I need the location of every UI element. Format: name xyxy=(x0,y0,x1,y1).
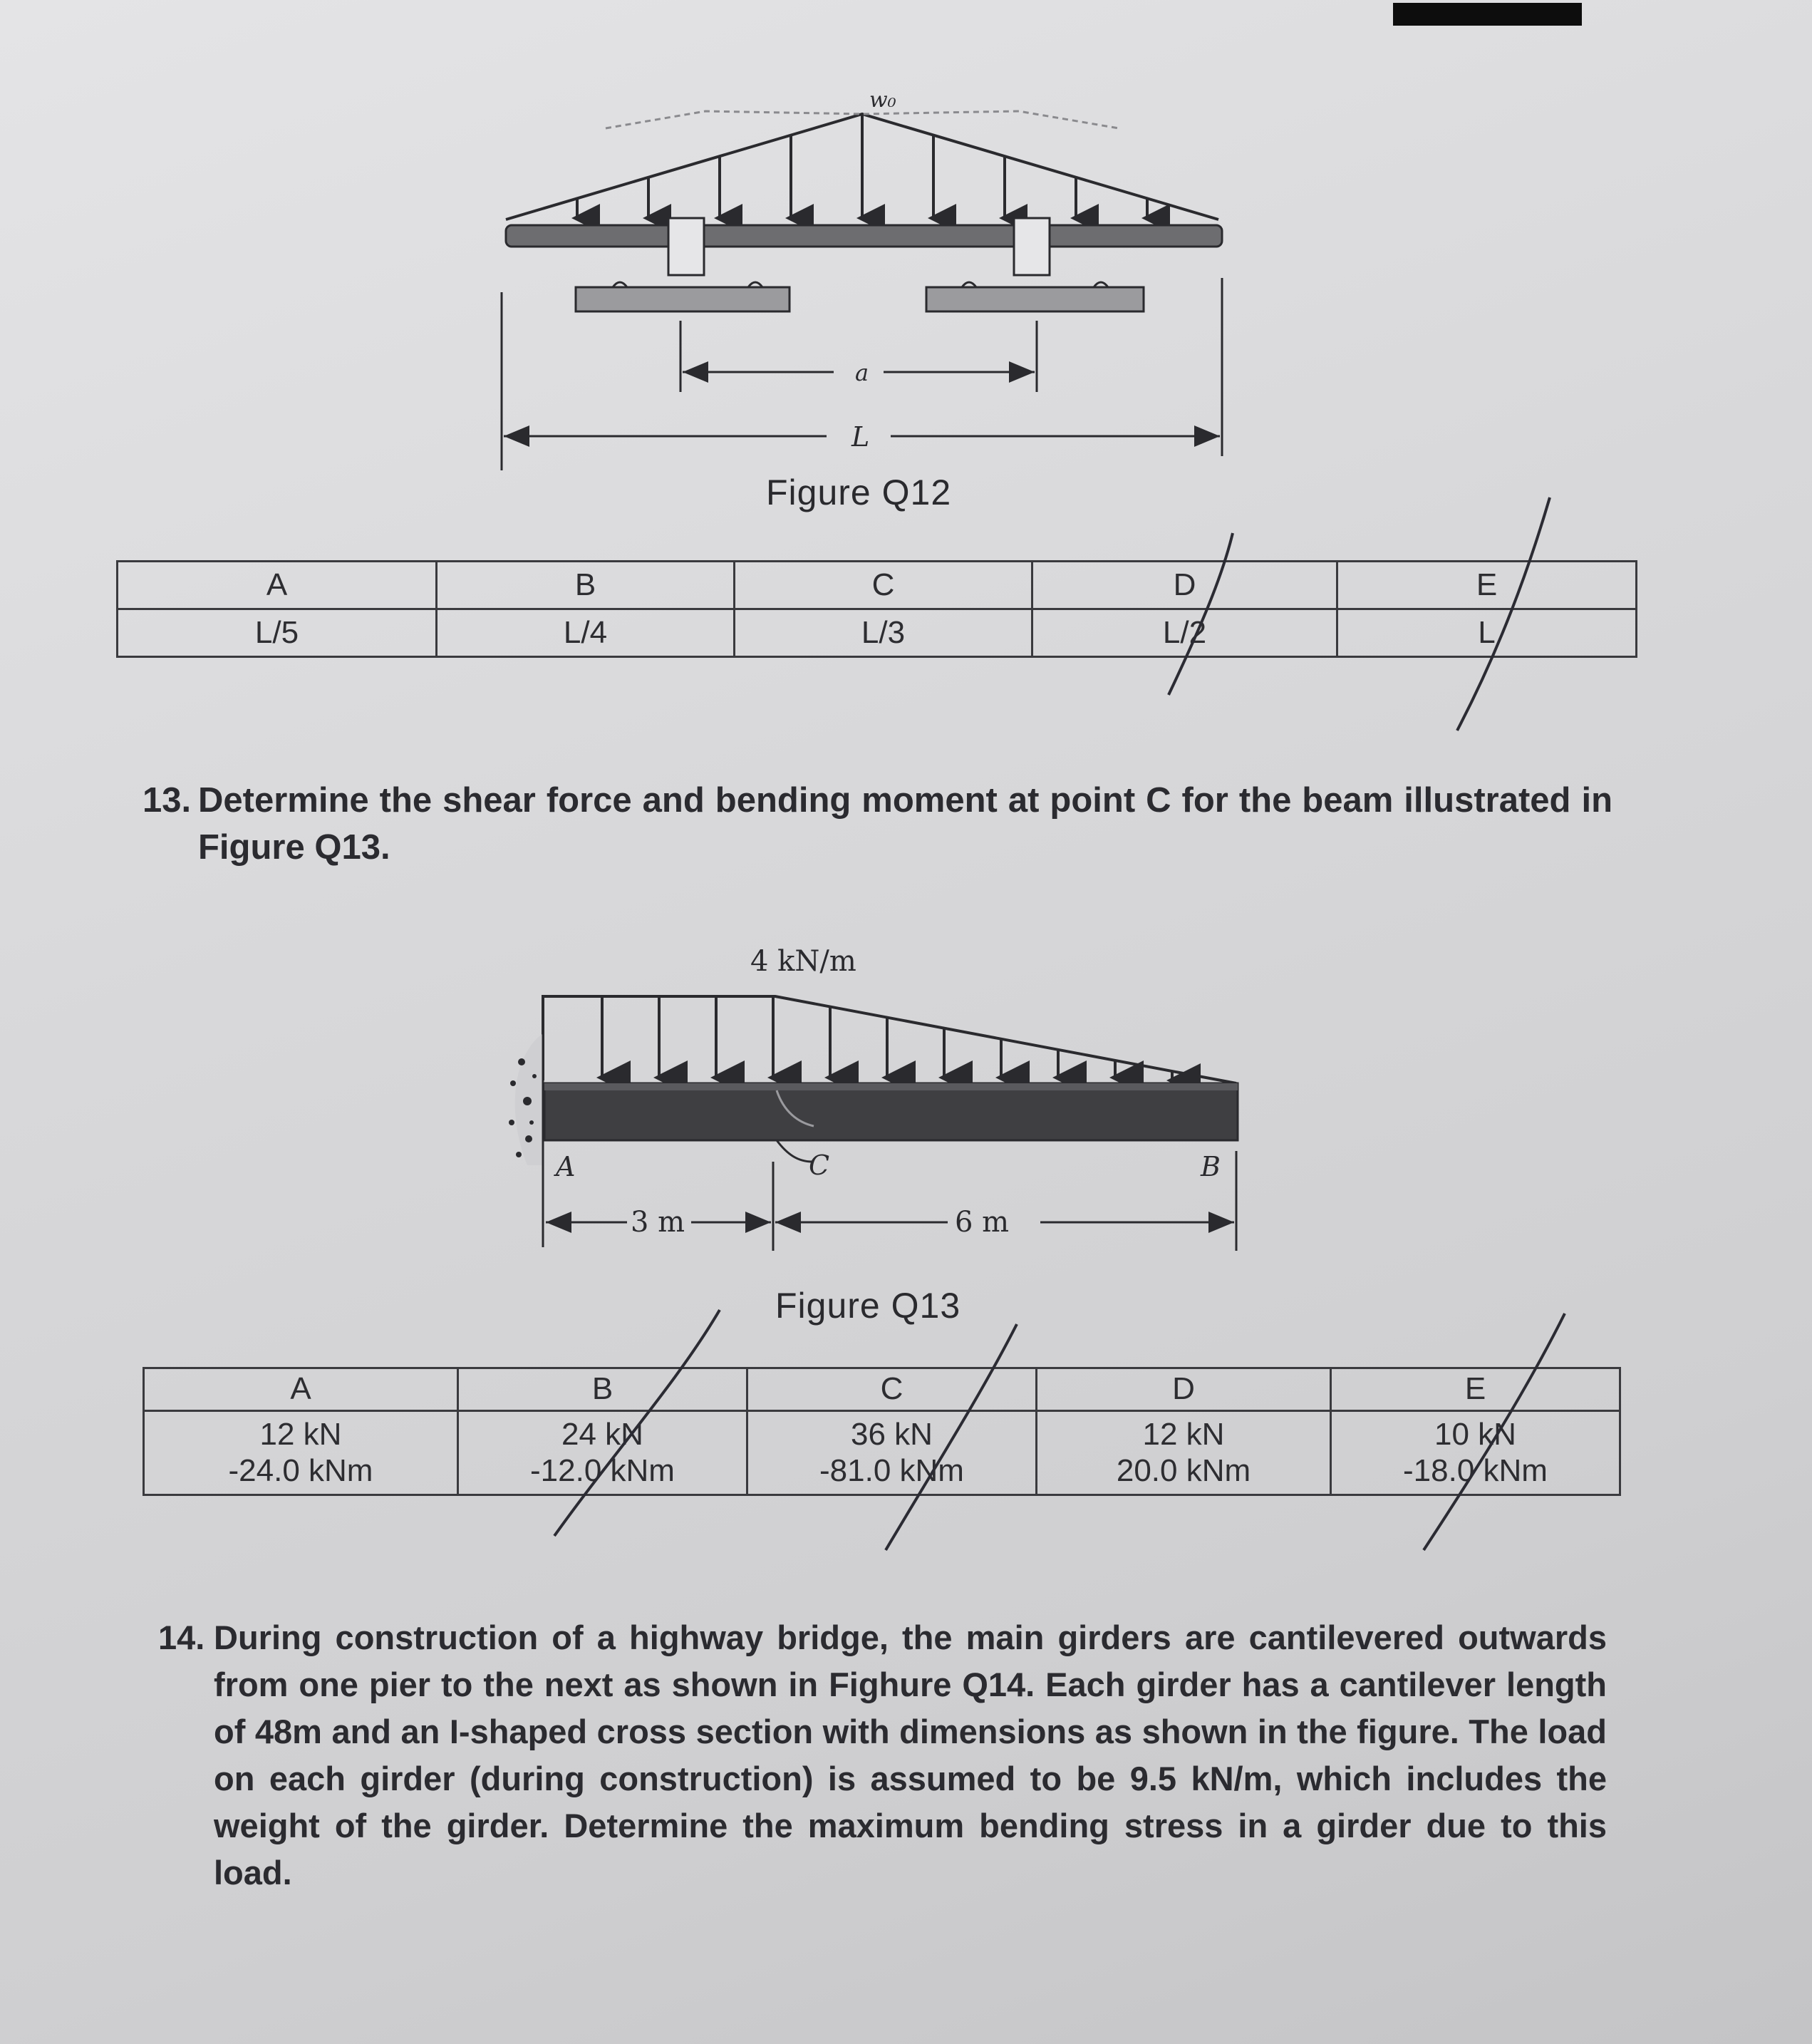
q12-option-c-letter: C xyxy=(735,562,1032,609)
dimension-a-label: a xyxy=(855,359,869,386)
table-row xyxy=(144,1411,1620,1495)
q13-option-b-letter: B xyxy=(458,1368,747,1411)
table-row xyxy=(144,1368,1620,1411)
q12-options-table xyxy=(116,560,1637,658)
q13-option-d-shear: 12 kN xyxy=(1142,1416,1225,1452)
q13-option-b-moment: -12.0 kNm xyxy=(530,1452,675,1488)
question-14-number: 14. xyxy=(158,1619,205,1656)
q12-option-d-letter: D xyxy=(1032,562,1337,609)
question-13 xyxy=(143,777,1612,871)
q13-option-a-values xyxy=(144,1411,458,1495)
table-row xyxy=(118,562,1637,609)
table-row xyxy=(118,609,1637,657)
q13-option-c-values xyxy=(747,1411,1037,1495)
q13-option-d-letter: D xyxy=(1037,1368,1331,1411)
point-b-label: B xyxy=(1201,1151,1221,1182)
question-14 xyxy=(158,1614,1607,1896)
q12-option-e-letter: E xyxy=(1337,562,1637,609)
q13-option-c-shear: 36 kN xyxy=(851,1416,933,1452)
q13-option-d-values xyxy=(1037,1411,1331,1495)
q13-option-e-moment: -18.0 kNm xyxy=(1403,1452,1548,1488)
q13-option-c-letter: C xyxy=(747,1368,1037,1411)
q13-option-a-letter: A xyxy=(144,1368,458,1411)
figure-q12-caption: Figure Q12 xyxy=(766,473,952,512)
q13-option-e-values xyxy=(1331,1411,1620,1495)
dimension-L-label: L xyxy=(851,421,870,453)
point-a-label: A xyxy=(556,1151,576,1182)
q13-option-c-moment: -81.0 kNm xyxy=(819,1452,964,1488)
question-13-text: Determine the shear force and bending moment at point C for the beam illustrated in Figure Q13. xyxy=(198,781,1612,867)
q13-option-e-letter: E xyxy=(1331,1368,1620,1411)
q13-option-e-shear: 10 kN xyxy=(1434,1416,1516,1452)
q12-option-a-letter: A xyxy=(118,562,437,609)
q13-option-a-shear: 12 kN xyxy=(259,1416,342,1452)
q13-option-a-moment: -24.0 kNm xyxy=(228,1452,373,1488)
load-label-4kn-per-m: 4 kN/m xyxy=(750,945,856,978)
q12-option-e-value: L xyxy=(1337,609,1637,657)
q12-option-c-value: L/3 xyxy=(735,609,1032,657)
q13-options-table xyxy=(143,1367,1621,1496)
redaction-bar xyxy=(1393,3,1582,26)
q12-option-d-value: L/2 xyxy=(1032,609,1337,657)
q12-option-b-letter: B xyxy=(437,562,735,609)
dimension-6m-label: 6 m xyxy=(955,1206,1010,1239)
q13-option-d-moment: 20.0 kNm xyxy=(1116,1452,1251,1488)
figure-q13-caption: Figure Q13 xyxy=(775,1286,961,1326)
load-label-w0: w₀ xyxy=(869,88,896,113)
question-13-number: 13. xyxy=(143,781,192,820)
figure-q13-diagram xyxy=(485,945,1254,1261)
dimension-3m-label: 3 m xyxy=(631,1206,685,1239)
point-c-label: C xyxy=(809,1150,830,1181)
q13-option-b-shear: 24 kN xyxy=(561,1416,643,1452)
question-14-text: During construction of a highway bridge, the main girders are cantilevered outwards from one pier to the next as shown in Fighure Q14. Each girder has a cantilever length of 48m and an I-shaped cross section with dimensions as shown in the figure. The load on each girder (during construction) is assumed to be 9.5 kN/m, which includes the weight of the girder. Determine the maximum bending stress in a girder due to this load. xyxy=(214,1619,1607,1891)
q12-option-a-value: L/5 xyxy=(118,609,437,657)
q12-option-b-value: L/4 xyxy=(437,609,735,657)
q13-option-b-values xyxy=(458,1411,747,1495)
figure-q12-diagram xyxy=(492,86,1240,470)
